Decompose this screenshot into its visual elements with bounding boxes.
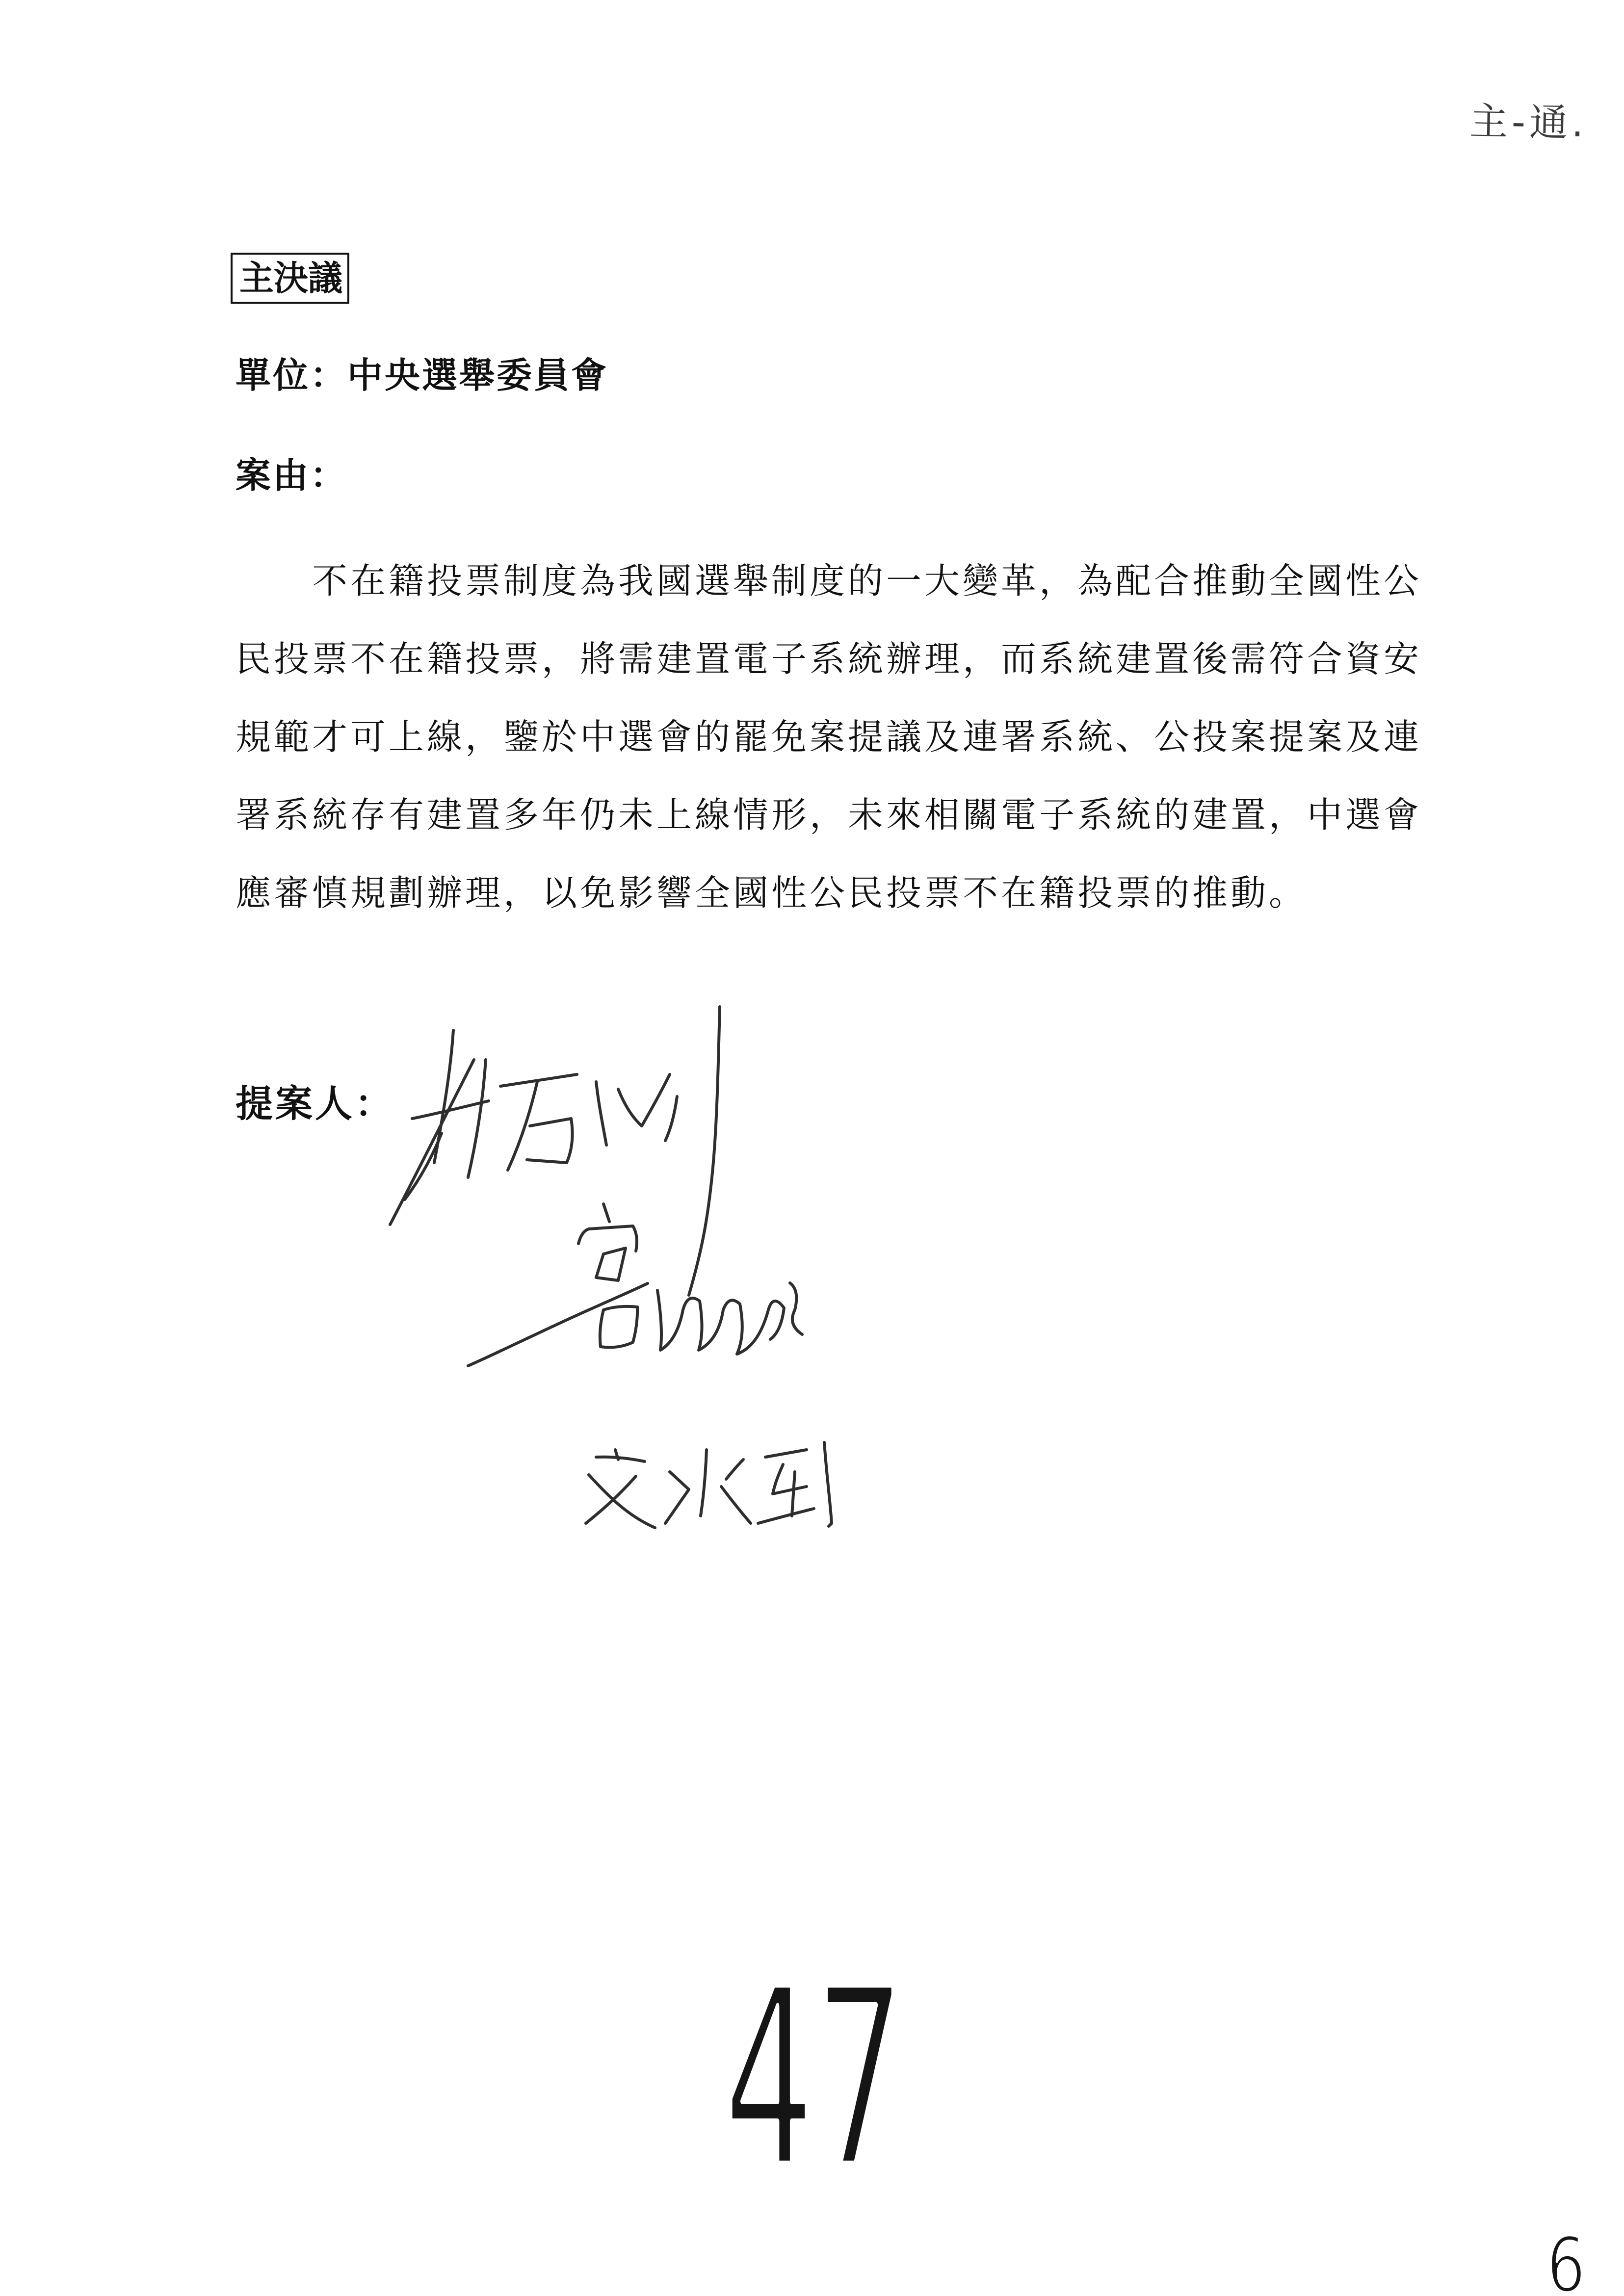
signature-stroke xyxy=(758,1509,814,1523)
proposer-signatures xyxy=(383,996,864,1545)
signature-3 xyxy=(586,1442,832,1528)
signature-stroke xyxy=(689,1007,720,1295)
signature-stroke xyxy=(603,1204,609,1222)
handwritten-number-text: 47 xyxy=(724,1936,905,2221)
unit-line xyxy=(236,353,608,397)
signature-stroke xyxy=(790,1283,802,1334)
signature-stroke xyxy=(596,1457,645,1461)
signature-stroke xyxy=(600,1306,637,1347)
signature-stroke xyxy=(657,1290,784,1354)
paragraph-line: 應審慎規劃辦理，以免影響全國性公民投票不在籍投票的推動。 xyxy=(236,872,1308,913)
signature-stroke xyxy=(792,1472,795,1516)
signature-stroke xyxy=(527,1119,573,1163)
signature-stroke xyxy=(596,1082,606,1145)
signature-2 xyxy=(468,1204,802,1366)
signature-1 xyxy=(390,1007,720,1295)
paragraph-line: 規範才可上線，鑒於中選會的罷免案提議及連署系統、公投案提案及連 xyxy=(236,716,1422,757)
signature-stroke xyxy=(665,1472,689,1523)
paragraph-line: 不在籍投票制度為我國選舉制度的一大變革，為配合推動全國性公 xyxy=(312,560,1422,601)
signature-stroke xyxy=(468,1283,648,1366)
signature-stroke xyxy=(390,1060,474,1225)
signature-stroke xyxy=(500,1074,577,1086)
resolution-type-box: 主決議 xyxy=(231,253,349,304)
signature-stroke xyxy=(773,1464,807,1494)
signature-stroke xyxy=(589,1475,655,1528)
paragraph-line: 署系統存有建置多年仍未上線情形，未來相關電子系統的建置，中選會 xyxy=(236,794,1422,835)
unit-label: 單位： xyxy=(236,354,348,396)
signature-stroke xyxy=(586,1476,636,1523)
handwritten-annotation: 主-通. xyxy=(1469,99,1588,146)
reason-paragraph xyxy=(236,542,1433,932)
signature-stroke xyxy=(701,1450,707,1516)
signature-stroke xyxy=(468,1060,486,1177)
paragraph-line: 民投票不在籍投票，將需建置電子系統辦理，而系統建置後需符合資安 xyxy=(236,638,1422,679)
page-number-text: 6 xyxy=(1546,2220,1586,2296)
unit-value: 中央選舉委員會 xyxy=(347,354,609,396)
page-number xyxy=(1541,2220,1595,2296)
signature-stroke xyxy=(765,1450,807,1457)
signature-stroke xyxy=(721,1487,751,1523)
signature-stroke xyxy=(596,1248,626,1280)
signature-stroke xyxy=(578,1226,637,1251)
signature-stroke xyxy=(665,1096,677,1141)
signature-stroke xyxy=(726,1460,743,1479)
handwritten-proposal-number xyxy=(716,1936,913,2221)
reason-label: 案由： xyxy=(236,454,348,496)
signature-stroke xyxy=(618,1074,670,1126)
proposer-label: 提案人： xyxy=(236,1082,394,1125)
signature-stroke xyxy=(405,1133,442,1200)
signature-stroke xyxy=(824,1442,832,1526)
